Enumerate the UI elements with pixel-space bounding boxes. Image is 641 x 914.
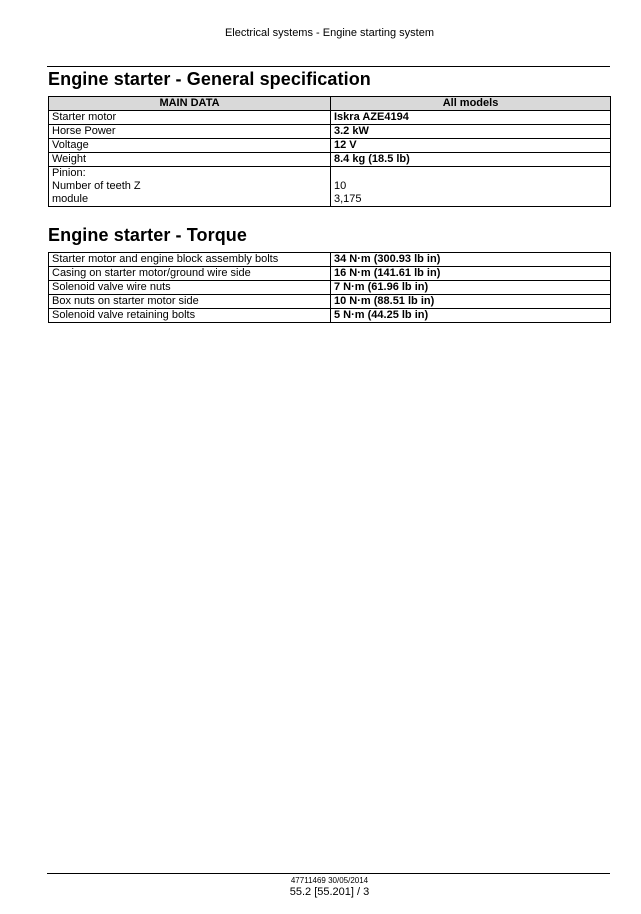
row-label: Box nuts on starter motor side [49, 295, 331, 309]
row-label: Voltage [49, 139, 331, 153]
footer-document-reference: 47711469 30/05/2014 [290, 876, 369, 885]
table-row [49, 111, 611, 125]
footer-divider [47, 873, 610, 874]
row-value: 7 N·m (61.96 lb in) [331, 281, 611, 295]
section-title-general-specification: Engine starter - General specification [48, 69, 371, 89]
row-value: Iskra AZE4194 [331, 111, 611, 125]
column-header-all-models: All models [331, 97, 611, 111]
table-row [49, 295, 611, 309]
row-label: Solenoid valve wire nuts [49, 281, 331, 295]
pinion-values [331, 167, 611, 207]
row-label: Horse Power [49, 125, 331, 139]
pinion-labels [49, 167, 331, 207]
module-label: module [52, 193, 89, 205]
table-row [49, 153, 611, 167]
teeth-value: 10 [334, 180, 347, 192]
header-divider [47, 66, 610, 67]
table-header-row [49, 97, 611, 111]
table-row [49, 125, 611, 139]
row-value: 10 N·m (88.51 lb in) [331, 295, 611, 309]
row-value: 34 N·m (300.93 lb in) [331, 253, 611, 267]
pinion-label: Pinion: [52, 167, 86, 179]
row-value: 8.4 kg (18.5 lb) [331, 153, 611, 167]
row-label: Starter motor and engine block assembly bolts [49, 253, 331, 267]
torque-table [48, 252, 611, 323]
row-value: 5 N·m (44.25 lb in) [331, 309, 611, 323]
teeth-label: Number of teeth Z [52, 180, 141, 192]
table-row [49, 253, 611, 267]
row-value: 16 N·m (141.61 lb in) [331, 267, 611, 281]
row-value: 12 V [331, 139, 611, 153]
page-header: Electrical systems - Engine starting system [224, 27, 435, 39]
table-row [49, 281, 611, 295]
row-label: Solenoid valve retaining bolts [49, 309, 331, 323]
row-label: Starter motor [49, 111, 331, 125]
module-value: 3,175 [334, 193, 362, 205]
table-row-pinion [49, 167, 611, 207]
general-specification-table [48, 96, 611, 207]
section-title-torque: Engine starter - Torque [48, 225, 247, 245]
table-row [49, 267, 611, 281]
footer-page-number: 55.2 [55.201] / 3 [289, 886, 370, 898]
row-label: Casing on starter motor/ground wire side [49, 267, 331, 281]
column-header-main-data: MAIN DATA [49, 97, 331, 111]
table-row [49, 309, 611, 323]
row-value: 3.2 kW [331, 125, 611, 139]
row-label: Weight [49, 153, 331, 167]
table-row [49, 139, 611, 153]
